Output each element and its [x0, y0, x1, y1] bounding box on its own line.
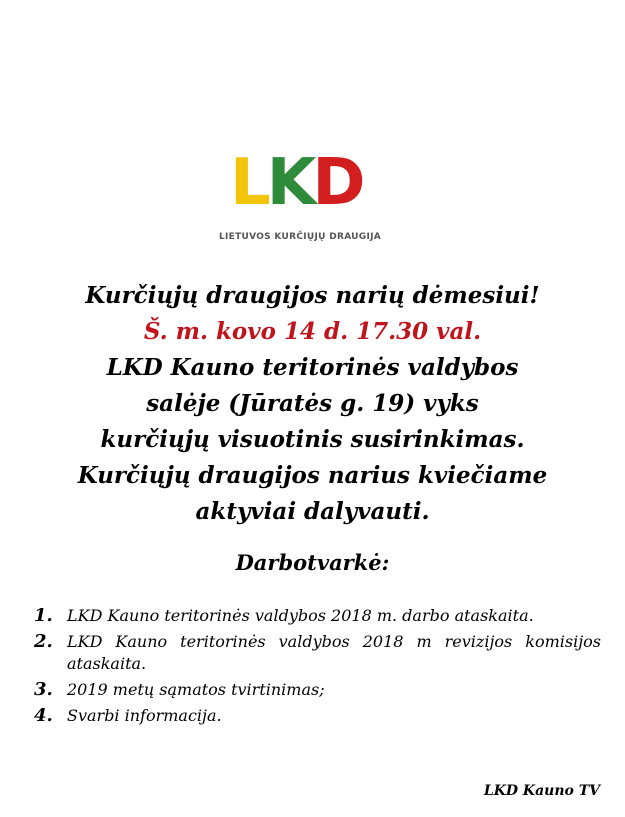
lkd-logo	[200, 148, 400, 248]
announcement-line-4: salėje (Jūratės g. 19) vyks	[146, 390, 479, 417]
agenda-item	[30, 679, 605, 701]
logo-letters	[230, 148, 380, 218]
announcement-line-5: kurčiųjų visuotinis susirinkimas.	[100, 426, 525, 453]
logo-letter-k: K	[266, 146, 313, 220]
agenda-item-text: LKD Kauno teritorinės valdybos 2018 m revizijos komisijos ataskaita.	[67, 632, 601, 673]
announcement-line-3: LKD Kauno teritorinės valdybos	[106, 354, 519, 381]
agenda-item	[30, 605, 605, 627]
agenda-item-number: 2.	[34, 631, 53, 652]
agenda-title: Darbotvarkė:	[235, 550, 390, 575]
agenda-item-number: 3.	[34, 679, 53, 700]
logo-subtitle: LIETUVOS KURČIŲJŲ DRAUGIJA	[218, 232, 382, 242]
agenda-item-text: 2019 metų sąmatos tvirtinimas;	[67, 680, 325, 699]
agenda-list	[30, 605, 605, 731]
agenda-item	[30, 631, 605, 675]
announcement-line-7: aktyviai dalyvauti.	[195, 498, 430, 525]
announcement-heading: Kurčiųjų draugijos narių dėmesiui!	[85, 282, 540, 309]
agenda-item-number: 1.	[34, 605, 53, 626]
agenda-item-text: Svarbi informacija.	[67, 706, 222, 725]
announcement	[0, 278, 625, 530]
signature: LKD Kauno TV	[483, 783, 600, 799]
announcement-line-6: Kurčiųjų draugijos narius kviečiame	[77, 462, 548, 489]
announcement-date-time: Š. m. kovo 14 d. 17.30 val.	[143, 318, 482, 345]
agenda-item-text: LKD Kauno teritorinės valdybos 2018 m. darbo ataskaita.	[67, 606, 534, 625]
agenda-item	[30, 705, 605, 727]
logo-letter-l: L	[230, 146, 267, 220]
logo-letter-d: D	[312, 146, 362, 220]
agenda-item-number: 4.	[34, 705, 53, 726]
